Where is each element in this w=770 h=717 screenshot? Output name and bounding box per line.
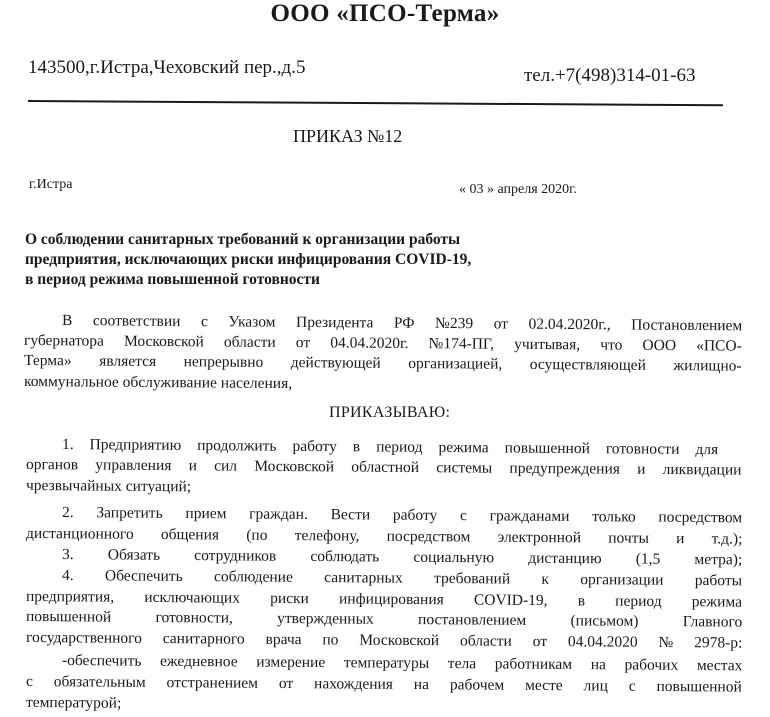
order-title: ПРИКАЗ №12	[293, 126, 403, 146]
preamble-line: коммунальное обслуживание населения,	[23, 373, 293, 393]
item-line: дистанционного общения (по телефону, посредством электронной почты и т.д.);	[25, 525, 743, 548]
order-date: « 03 » апреля 2020г.	[459, 182, 577, 197]
item-line: 1. Предприятию продолжить работу в период режима повышенной готовности для	[61, 436, 719, 459]
item-line: 3. Обязать сотрудников соблюдать социальную дистанцию (1,5 метра);	[61, 546, 743, 569]
order-command: ПРИКАЗЫВАЮ:	[329, 404, 451, 421]
company-phone: тел.+7(498)314-01-63	[524, 65, 696, 86]
preamble-line: Терма» является непрерывно действующей организацией, осуществляющей жилищно-	[23, 352, 742, 375]
preamble-line: губернатора Московской области от 04.04.2020г. №174-ПГ, учитывая, что ООО «ПСО-	[23, 332, 742, 355]
order-subject	[25, 230, 471, 290]
subject-line: О соблюдении санитарных требований к организации работы	[25, 231, 461, 248]
item-line: органов управления и сил Московской областной системы предупреждения и ликвидации	[25, 456, 742, 479]
item-line: 2. Запретить прием граждан. Вести работу с гражданами только посредством	[61, 504, 743, 527]
subject-line: предприятия, исключающих риски инфицирования COVID-19,	[25, 251, 472, 268]
header-divider	[28, 100, 723, 106]
subject-line: в период режима повышенной готовности	[25, 271, 320, 288]
item-line: государственного санитарного врача по Московской области от 04.04.2020 № 2978-р:	[25, 629, 743, 652]
item-line: предприятия, исключающих риски инфицирования COVID-19, в период режима	[25, 588, 743, 611]
order-city: г.Истра	[29, 177, 73, 192]
company-address: 143500,г.Истра,Чеховский пер.,д.5	[28, 57, 306, 78]
item-line: -обеспечить ежедневное измерение температуры тела работникам на рабочих местах	[61, 652, 743, 675]
item-line: с обязательным отстранением от нахождения на рабочем месте лиц с повышенной	[25, 673, 742, 696]
preamble-line: В соответствии с Указом Президента РФ №239 от 02.04.2020г., Постановлением	[61, 312, 743, 335]
company-name: ООО «ПСО-Терма»	[270, 0, 500, 27]
item-line: 4. Обеспечить соблюдение санитарных требований к организации работы	[61, 567, 743, 590]
item-line: повышенной готовности, утвержденных постановлением (письмом) Главного	[25, 608, 743, 631]
item-line: температурой;	[25, 694, 122, 712]
item-line: чрезвычайных ситуаций;	[25, 477, 192, 496]
